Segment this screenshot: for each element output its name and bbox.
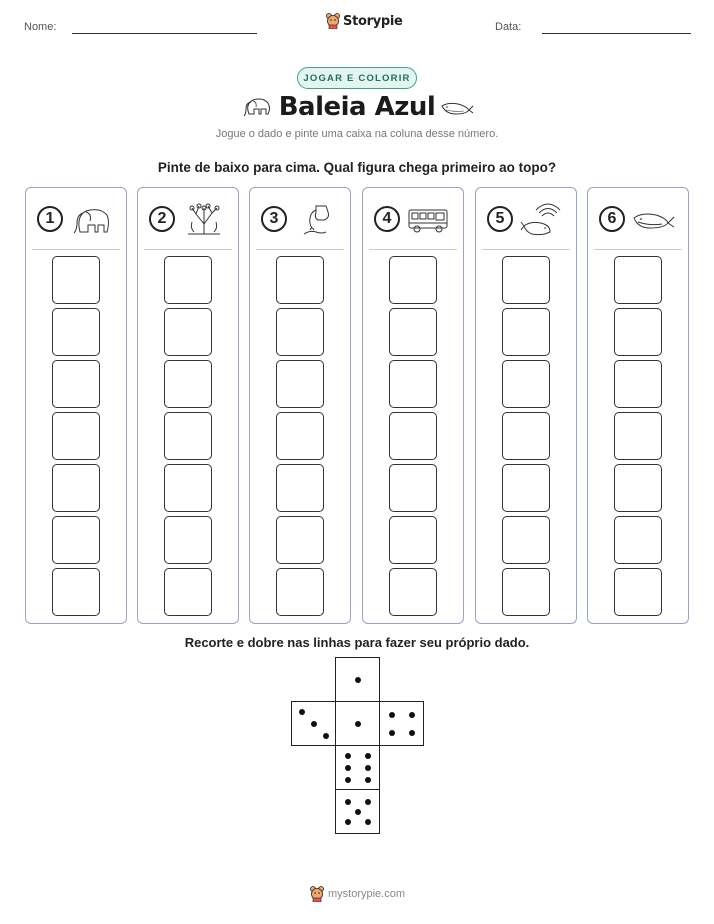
color-box[interactable] — [52, 360, 100, 408]
color-box[interactable] — [52, 308, 100, 356]
die-pip — [323, 733, 329, 739]
color-box[interactable] — [389, 360, 437, 408]
column-3 — [249, 187, 351, 624]
color-box[interactable] — [52, 256, 100, 304]
coloring-instruction: Pinte de baixo para cima. Qual figura chega primeiro ao topo? — [157, 160, 557, 175]
color-box[interactable] — [164, 256, 212, 304]
die-pip — [299, 709, 305, 715]
color-box[interactable] — [502, 256, 550, 304]
coral-icon — [182, 202, 226, 238]
color-box[interactable] — [614, 360, 662, 408]
elephant-icon — [70, 202, 114, 238]
die-pip — [365, 753, 371, 759]
die-face-1 — [335, 657, 380, 702]
die-face-5 — [335, 789, 380, 834]
whale-icon — [632, 202, 676, 238]
page-title: Baleia Azul — [278, 92, 436, 122]
column-1 — [25, 187, 127, 624]
column-divider — [369, 249, 457, 250]
die-pip — [345, 765, 351, 771]
column-number: 1 — [37, 206, 63, 232]
die-pip — [345, 799, 351, 805]
die-pip — [389, 712, 395, 718]
color-box[interactable] — [614, 412, 662, 460]
color-box[interactable] — [502, 412, 550, 460]
color-box[interactable] — [502, 516, 550, 564]
die-face-3 — [291, 701, 336, 746]
color-box[interactable] — [502, 568, 550, 616]
column-divider — [256, 249, 344, 250]
die-pip — [365, 765, 371, 771]
color-box[interactable] — [276, 412, 324, 460]
column-5 — [475, 187, 577, 624]
color-box[interactable] — [389, 256, 437, 304]
die-pip — [365, 777, 371, 783]
bus-icon — [407, 202, 451, 238]
color-box[interactable] — [614, 568, 662, 616]
color-box[interactable] — [614, 308, 662, 356]
color-box[interactable] — [164, 516, 212, 564]
color-box[interactable] — [276, 256, 324, 304]
color-box[interactable] — [502, 308, 550, 356]
color-box[interactable] — [52, 412, 100, 460]
die-pip — [311, 721, 317, 727]
whale-sonar-icon — [520, 202, 564, 238]
color-box[interactable] — [502, 360, 550, 408]
color-box[interactable] — [276, 464, 324, 512]
die-pip — [355, 721, 361, 727]
column-divider — [144, 249, 232, 250]
date-label: Data: — [495, 21, 522, 33]
color-box[interactable] — [276, 568, 324, 616]
die-pip — [365, 799, 371, 805]
subtitle: Jogue o dado e pinte uma caixa na coluna desse número. — [215, 128, 499, 140]
footer — [310, 886, 405, 902]
die-face-1 — [335, 701, 380, 746]
column-4 — [362, 187, 464, 624]
column-2 — [137, 187, 239, 624]
color-box[interactable] — [614, 516, 662, 564]
color-box[interactable] — [389, 568, 437, 616]
die-pip — [365, 819, 371, 825]
color-box[interactable] — [164, 308, 212, 356]
color-box[interactable] — [164, 568, 212, 616]
color-box[interactable] — [276, 516, 324, 564]
die-pip — [345, 753, 351, 759]
die-pip — [345, 819, 351, 825]
die-pip — [409, 730, 415, 736]
die-pip — [355, 809, 361, 815]
column-number: 2 — [149, 206, 175, 232]
column-divider — [482, 249, 570, 250]
color-box[interactable] — [164, 464, 212, 512]
brand-name: Storypie — [343, 13, 403, 29]
column-number: 6 — [599, 206, 625, 232]
color-box[interactable] — [52, 516, 100, 564]
color-box[interactable] — [502, 464, 550, 512]
die-face-4 — [379, 701, 424, 746]
brand-logo — [326, 13, 403, 29]
color-box[interactable] — [276, 360, 324, 408]
column-divider — [32, 249, 120, 250]
color-box[interactable] — [614, 464, 662, 512]
column-number: 5 — [487, 206, 513, 232]
color-box[interactable] — [52, 568, 100, 616]
color-box[interactable] — [389, 308, 437, 356]
bear-icon — [326, 13, 340, 29]
die-pip — [389, 730, 395, 736]
color-box[interactable] — [276, 308, 324, 356]
whale-icon — [440, 96, 474, 118]
column-divider — [594, 249, 682, 250]
die-pip — [355, 677, 361, 683]
date-line[interactable] — [542, 33, 691, 34]
color-box[interactable] — [614, 256, 662, 304]
color-box[interactable] — [52, 464, 100, 512]
die-pip — [345, 777, 351, 783]
color-box[interactable] — [389, 464, 437, 512]
die-face-6 — [335, 745, 380, 790]
name-label: Nome: — [24, 21, 57, 33]
column-number: 3 — [261, 206, 287, 232]
die-instruction: Recorte e dobre nas linhas para fazer seu próprio dado. — [184, 635, 530, 650]
column-6 — [587, 187, 689, 624]
color-box[interactable] — [389, 412, 437, 460]
bear-icon — [310, 886, 324, 902]
name-line[interactable] — [72, 33, 257, 34]
footer-url[interactable]: mystorypie.com — [328, 888, 406, 900]
column-number: 4 — [374, 206, 400, 232]
water-jug-icon — [294, 202, 338, 238]
die-pip — [409, 712, 415, 718]
color-box[interactable] — [164, 360, 212, 408]
color-box[interactable] — [164, 412, 212, 460]
activity-badge: JOGAR E COLORIR — [297, 67, 417, 89]
color-box[interactable] — [389, 516, 437, 564]
